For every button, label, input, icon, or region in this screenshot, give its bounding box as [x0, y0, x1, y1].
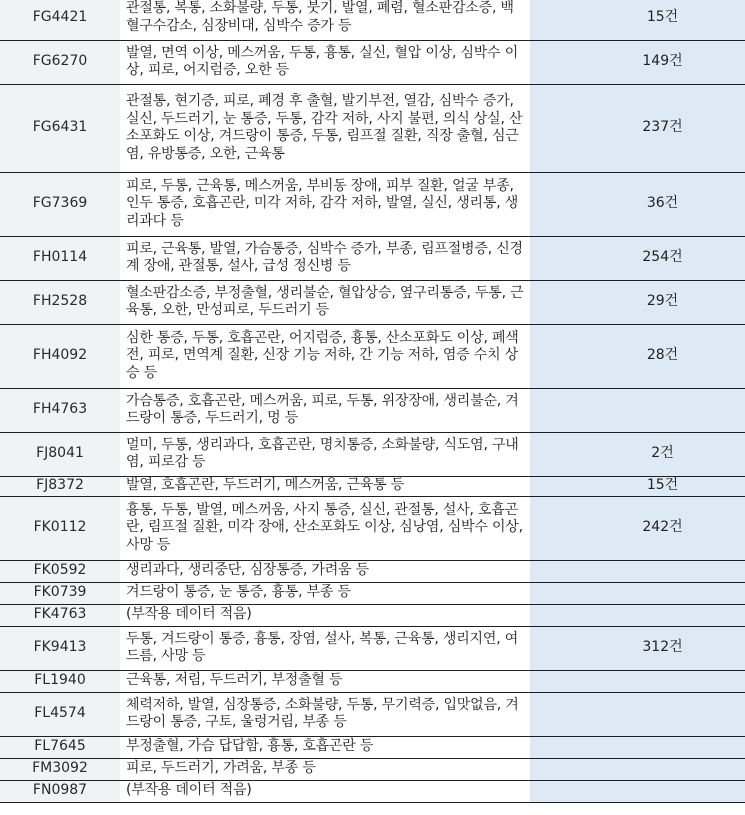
lot-code-cell: FJ8372 — [0, 476, 120, 496]
lot-code-cell: FG7369 — [0, 172, 120, 236]
lot-code-cell: FH0114 — [0, 236, 120, 280]
table-row — [0, 626, 745, 670]
symptoms-cell: 겨드랑이 통증, 눈 통증, 흉통, 부종 등 — [120, 582, 530, 604]
report-count-cell — [530, 780, 745, 802]
report-count-cell — [530, 560, 745, 582]
symptoms-cell: 멀미, 두통, 생리과다, 호흡곤란, 명치통증, 소화불량, 식도염, 구내염, 피로감 등 — [120, 432, 530, 476]
symptoms-cell: 흉통, 두통, 발열, 메스꺼움, 사지 통증, 실신, 관절통, 설사, 호흡곤란, 림프절 질환, 미각 장애, 산소포화도 이상, 심낭염, 심박수 이상, 사망 등 — [120, 496, 530, 560]
table-row — [0, 0, 745, 40]
symptoms-cell: 관절통, 복통, 소화불량, 두통, 붓기, 발열, 폐렴, 혈소판감소증, 백혈구수감소, 심장비대, 심박수 증가 등 — [120, 0, 530, 40]
symptoms-cell: (부작용 데이터 적음) — [120, 780, 530, 802]
symptoms-cell: 근육통, 저림, 두드러기, 부정출혈 등 — [120, 670, 530, 692]
lot-code-cell: FK4763 — [0, 604, 120, 626]
lot-code-cell: FL4574 — [0, 692, 120, 736]
table-row — [0, 432, 745, 476]
report-count-cell: 28건 — [530, 324, 745, 388]
report-count-cell: 15건 — [530, 0, 745, 40]
report-count-cell — [530, 736, 745, 758]
lot-code-cell: FK0112 — [0, 496, 120, 560]
lot-code-cell: FK0739 — [0, 582, 120, 604]
symptoms-cell: 부정출혈, 가슴 답답함, 흉통, 호흡곤란 등 — [120, 736, 530, 758]
lot-code-cell: FK0592 — [0, 560, 120, 582]
lot-code-cell: FL7645 — [0, 736, 120, 758]
symptoms-cell: 가슴통증, 호흡곤란, 메스꺼움, 피로, 두통, 위장장애, 생리불순, 겨드랑이 통증, 두드러기, 멍 등 — [120, 388, 530, 432]
lot-code-cell: FL1940 — [0, 670, 120, 692]
report-count-cell: 149건 — [530, 40, 745, 84]
symptoms-cell: 체력저하, 발열, 심장통증, 소화불량, 두통, 무기력증, 입맛없음, 겨드랑이 통증, 구토, 울렁거림, 부종 등 — [120, 692, 530, 736]
table-row — [0, 670, 745, 692]
symptoms-cell: 관절통, 현기증, 피로, 폐경 후 출혈, 발기부전, 열감, 심박수 증가, 실신, 두드러기, 눈 통증, 두통, 감각 저하, 사지 불편, 의식 상실, 산소포화도 이상, 겨드랑이 통증, 두통, 림프절 질환, 직장 출혈, 심근염, 유방통증, 오한, 근육통 — [120, 84, 530, 172]
symptoms-cell: 발열, 면역 이상, 메스꺼움, 두통, 흉통, 실신, 혈압 이상, 심박수 이상, 피로, 어지럼증, 오한 등 — [120, 40, 530, 84]
lot-code-cell: FH4092 — [0, 324, 120, 388]
table-row — [0, 736, 745, 758]
table-row — [0, 560, 745, 582]
report-count-cell: 36건 — [530, 172, 745, 236]
report-count-cell — [530, 758, 745, 780]
table-row — [0, 236, 745, 280]
lot-code-cell: FK9413 — [0, 626, 120, 670]
table-row — [0, 496, 745, 560]
symptoms-cell: 발열, 호흡곤란, 두드러기, 메스꺼움, 근육통 등 — [120, 476, 530, 496]
lot-code-cell: FG6270 — [0, 40, 120, 84]
table-row — [0, 172, 745, 236]
symptoms-cell: 생리과다, 생리중단, 심장통증, 가려움 등 — [120, 560, 530, 582]
report-count-cell — [530, 388, 745, 432]
table-row — [0, 758, 745, 780]
report-count-cell — [530, 582, 745, 604]
table-row — [0, 604, 745, 626]
report-count-cell: 242건 — [530, 496, 745, 560]
report-count-cell — [530, 692, 745, 736]
lot-code-cell: FH4763 — [0, 388, 120, 432]
symptoms-cell: 심한 통증, 두통, 호흡곤란, 어지럼증, 흉통, 산소포화도 이상, 폐색전, 피로, 면역계 질환, 신장 기능 저하, 간 기능 저하, 염증 수치 상승 등 — [120, 324, 530, 388]
lot-code-cell: FM3092 — [0, 758, 120, 780]
table-row — [0, 476, 745, 496]
table-row — [0, 582, 745, 604]
table-row — [0, 692, 745, 736]
symptoms-cell: 혈소판감소증, 부정출혈, 생리불순, 혈압상승, 옆구리통증, 두통, 근육통, 오한, 만성피로, 두드러기 등 — [120, 280, 530, 324]
lot-code-cell: FG4421 — [0, 0, 120, 40]
lot-code-cell: FG6431 — [0, 84, 120, 172]
symptoms-cell: 피로, 두통, 근육통, 메스꺼움, 부비동 장애, 피부 질환, 얼굴 부종, 인두 통증, 호흡곤란, 미각 저하, 감각 저하, 발열, 실신, 생리통, 생리과다 등 — [120, 172, 530, 236]
report-count-cell: 312건 — [530, 626, 745, 670]
report-count-cell — [530, 670, 745, 692]
report-count-cell: 29건 — [530, 280, 745, 324]
lot-code-cell: FN0987 — [0, 780, 120, 802]
report-count-cell — [530, 604, 745, 626]
report-count-cell: 254건 — [530, 236, 745, 280]
table-row — [0, 84, 745, 172]
symptoms-cell: 피로, 두드러기, 가려움, 부종 등 — [120, 758, 530, 780]
table-row — [0, 388, 745, 432]
report-count-cell: 15건 — [530, 476, 745, 496]
lot-code-cell: FH2528 — [0, 280, 120, 324]
symptoms-cell: 피로, 근육통, 발열, 가슴통증, 심박수 증가, 부종, 림프절병증, 신경계 장애, 관절통, 설사, 급성 정신병 등 — [120, 236, 530, 280]
table-row — [0, 780, 745, 802]
symptoms-cell: 두통, 겨드랑이 통증, 흉통, 장염, 설사, 복통, 근육통, 생리지연, 여드름, 사망 등 — [120, 626, 530, 670]
symptoms-cell: (부작용 데이터 적음) — [120, 604, 530, 626]
report-count-cell: 2건 — [530, 432, 745, 476]
table-row — [0, 324, 745, 388]
table-row — [0, 40, 745, 84]
report-count-cell: 237건 — [530, 84, 745, 172]
table-row — [0, 280, 745, 324]
lot-code-cell: FJ8041 — [0, 432, 120, 476]
